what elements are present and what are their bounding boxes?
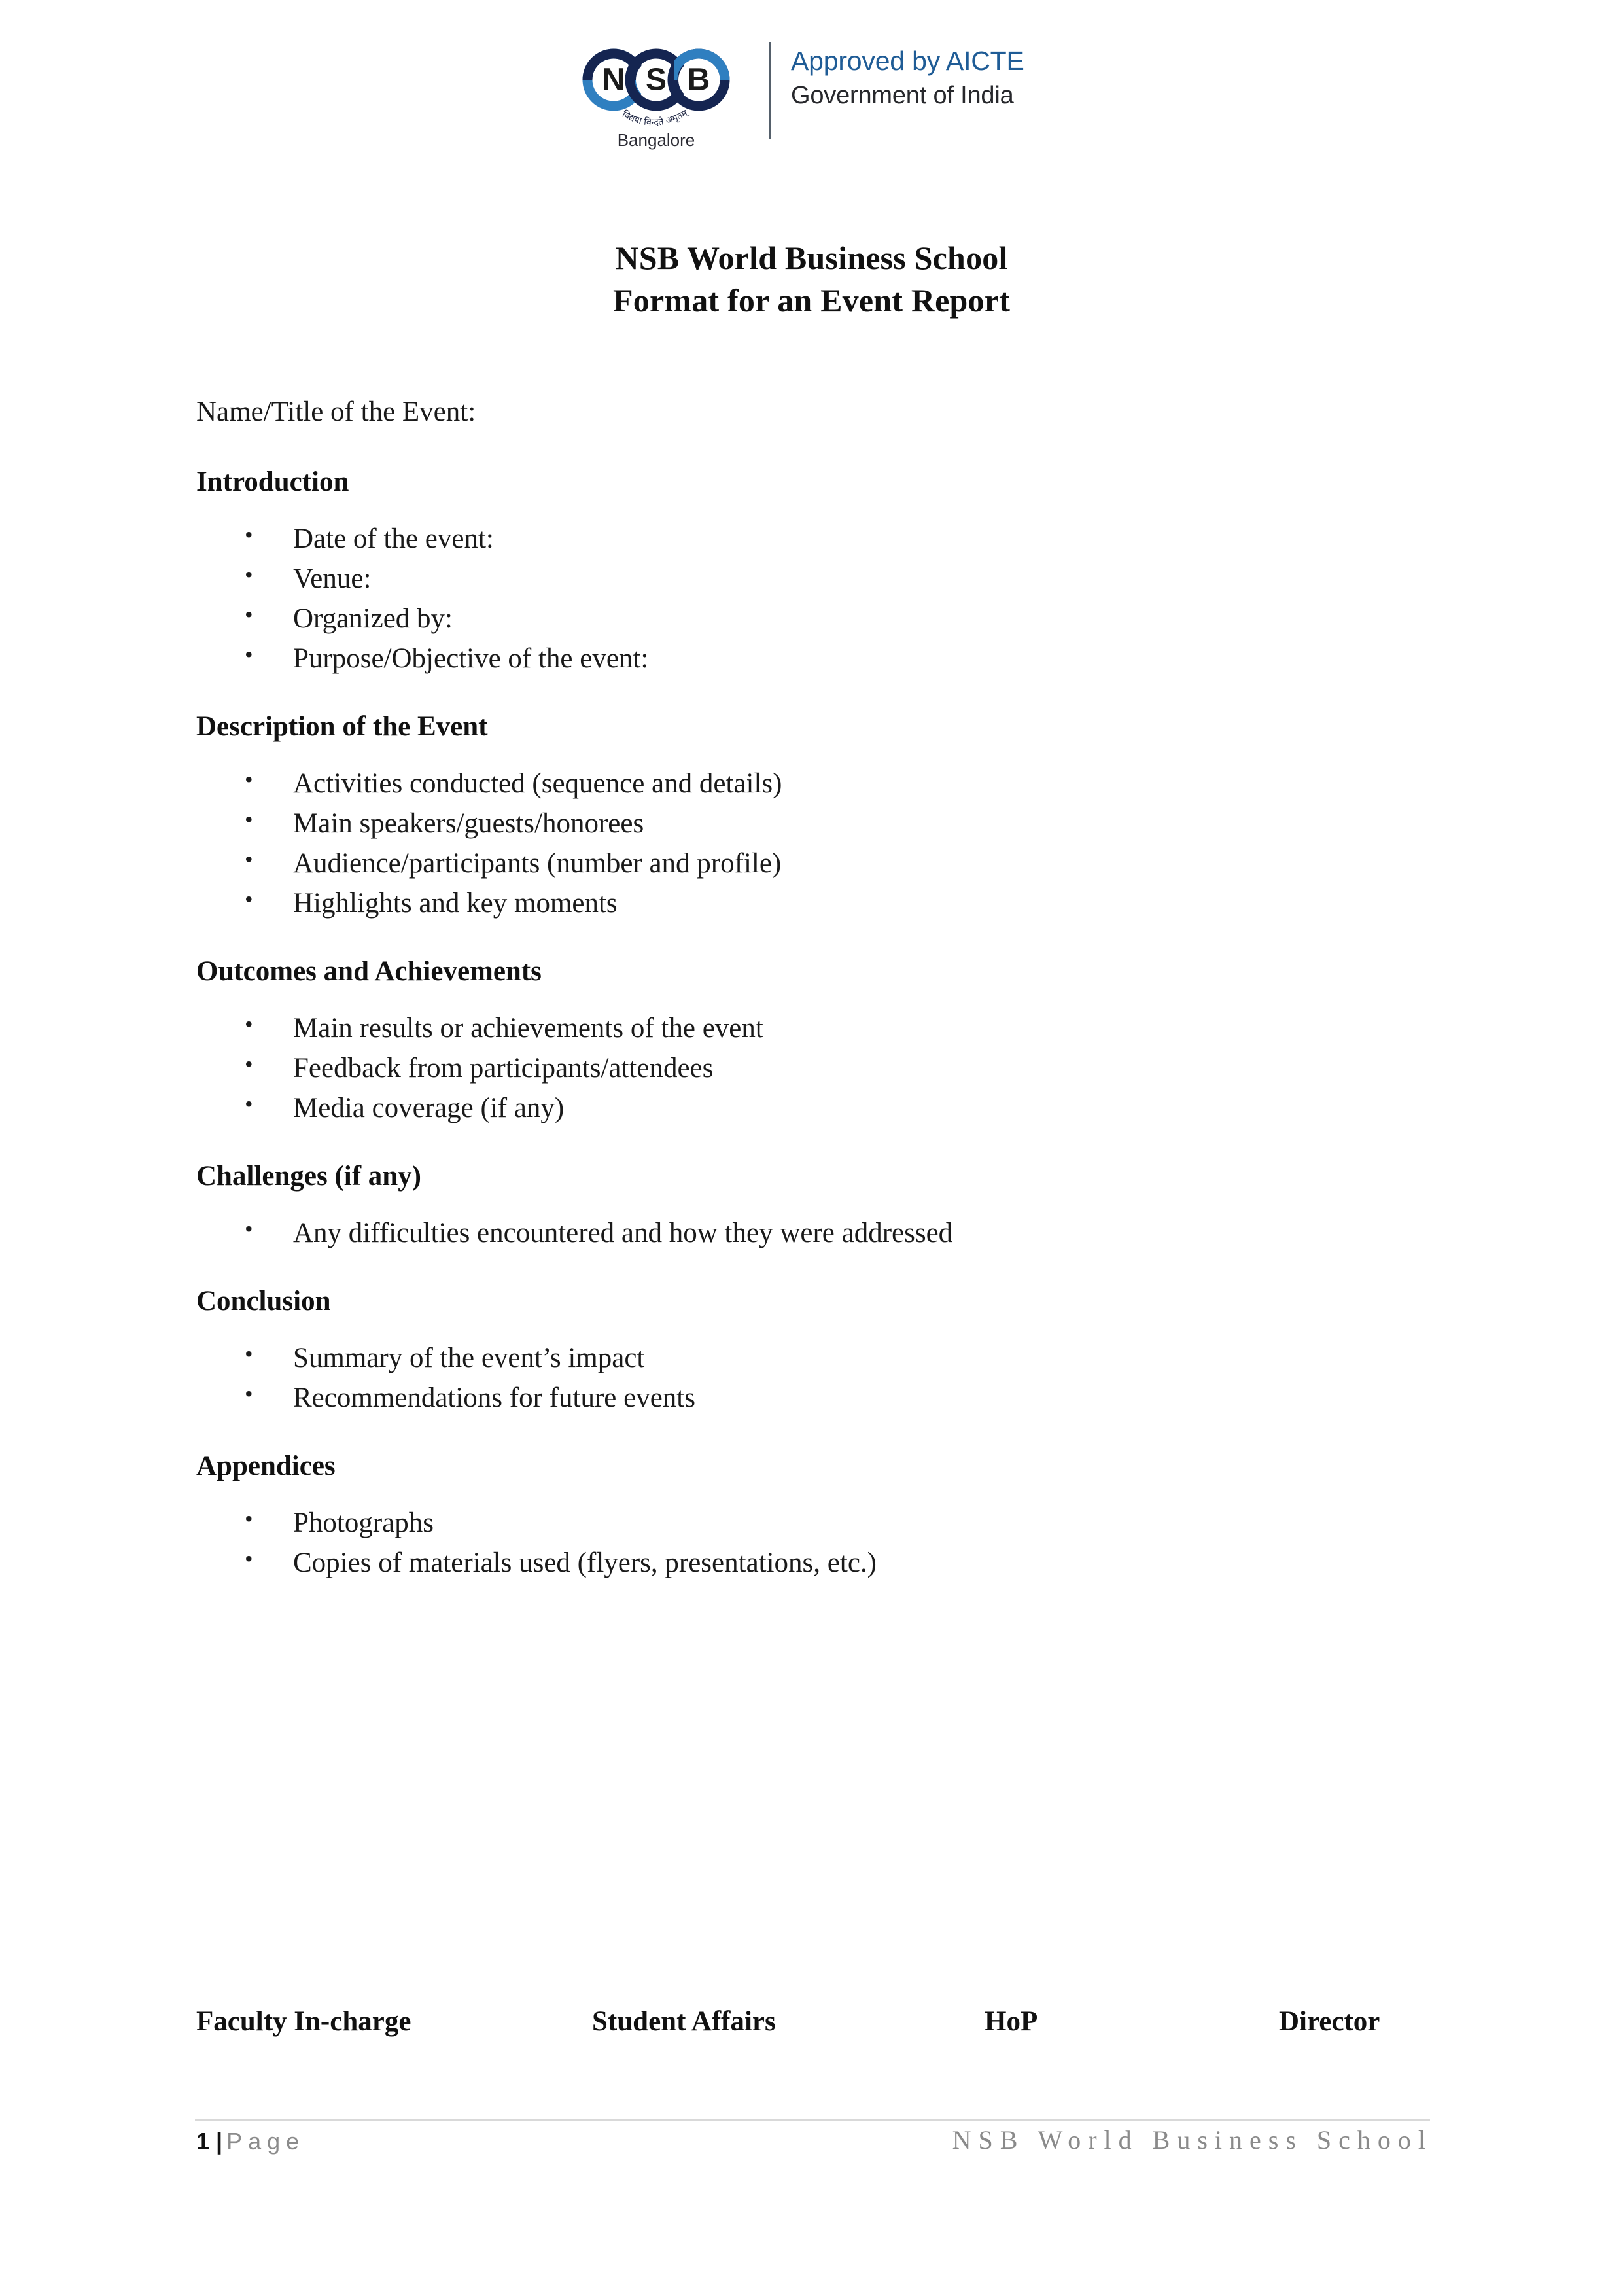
list-item: • Purpose/Objective of the event:	[196, 645, 1433, 673]
section-heading: Outcomes and Achievements	[196, 956, 542, 987]
list-item: • Media coverage (if any)	[196, 1094, 1433, 1122]
section-heading: Description of the Event	[196, 711, 488, 742]
page-title	[0, 237, 1623, 322]
logo-letter-b: B	[687, 62, 710, 97]
list-item: • Date of the event:	[196, 525, 1433, 553]
section-bullet-list	[196, 1014, 1433, 1122]
list-item: • Photographs	[196, 1509, 1433, 1537]
accreditation-block	[791, 38, 1024, 111]
logo-motto-sanskrit: विद्यया विन्दते अमृतम्	[620, 108, 689, 128]
signature-director: Director	[1279, 2006, 1380, 2037]
footer-divider	[195, 2119, 1430, 2121]
list-item: • Feedback from participants/attendees	[196, 1054, 1433, 1082]
page-footer	[196, 2125, 1433, 2176]
list-item: • Audience/participants (number and profile)	[196, 849, 1433, 877]
signature-hop: HoP	[985, 2006, 1038, 2037]
signature-student-affairs: Student Affairs	[592, 2006, 776, 2037]
section-spacer	[196, 1122, 1433, 1162]
list-item: • Copies of materials used (flyers, presentations, etc.)	[196, 1549, 1433, 1577]
list-item: • Main results or achievements of the event	[196, 1014, 1433, 1042]
section-heading: Challenges (if any)	[196, 1161, 421, 1192]
section-bullet-list	[196, 525, 1433, 673]
accreditation-aicte: Approved by AICTE	[791, 46, 1024, 76]
nsb-logo-svg	[582, 38, 749, 162]
page-title-line2: Format for an Event Report	[613, 282, 1010, 319]
signature-faculty-in-charge: Faculty In-charge	[196, 2006, 411, 2037]
section-heading: Introduction	[196, 467, 349, 497]
signature-row	[196, 2007, 1433, 2047]
list-item: • Venue:	[196, 565, 1433, 593]
list-item: • Any difficulties encountered and how they were addressed	[196, 1219, 1433, 1247]
section-spacer	[196, 917, 1433, 957]
list-item: • Organized by:	[196, 605, 1433, 633]
event-name-label: Name/Title of the Event:	[196, 397, 476, 427]
list-item: • Main speakers/guests/honorees	[196, 809, 1433, 838]
section-bullet-list	[196, 769, 1433, 917]
section-heading: Conclusion	[196, 1286, 331, 1316]
section-bullet-list	[196, 1344, 1433, 1412]
list-item: • Summary of the event’s impact	[196, 1344, 1433, 1372]
nsb-logo	[582, 38, 749, 162]
logo-letter-s: S	[645, 62, 667, 97]
document-body	[196, 398, 1433, 1577]
list-item: • Recommendations for future events	[196, 1384, 1433, 1412]
section-spacer	[196, 1247, 1433, 1287]
logo-city-label: Bangalore	[617, 130, 695, 150]
letterhead-divider	[769, 42, 771, 139]
footer-separator: |	[216, 2128, 223, 2155]
section-bullet-list	[196, 1509, 1433, 1577]
section-bullet-list	[196, 1219, 1433, 1247]
list-item: • Activities conducted (sequence and details)	[196, 769, 1433, 798]
sections-container	[196, 468, 1433, 1577]
list-item: • Highlights and key moments	[196, 889, 1433, 917]
section-spacer	[196, 1412, 1433, 1452]
footer-page-indicator	[196, 2130, 305, 2153]
logo-letter-n: N	[602, 62, 625, 97]
page-title-line1: NSB World Business School	[615, 239, 1008, 276]
footer-page-number: 1	[196, 2128, 210, 2155]
section-heading: Appendices	[196, 1451, 336, 1481]
accreditation-government: Government of India	[791, 82, 1014, 110]
section-spacer	[196, 673, 1433, 713]
letterhead	[582, 38, 1053, 162]
footer-school-name: NSB World Business School	[952, 2125, 1433, 2155]
footer-page-word: Page	[226, 2128, 305, 2155]
